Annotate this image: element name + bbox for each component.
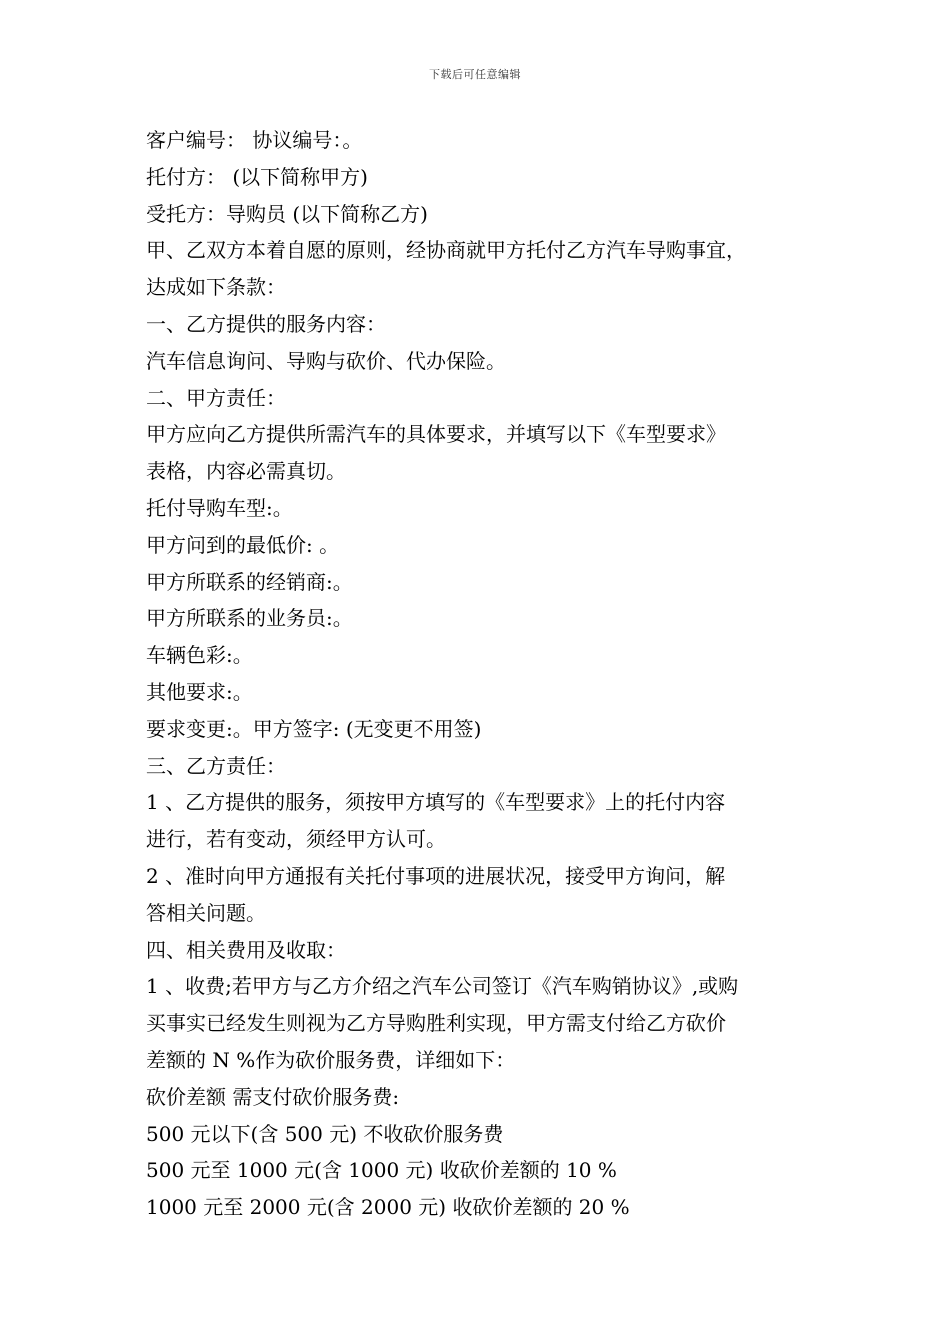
section-2-para-line-2: 表格，内容必需真切。 [146,459,346,484]
field-vehicle-model: 托付导购车型:。 [146,495,293,520]
fee-tier-1: 500 元以下(含 500 元) 不收砍价服务费 [146,1121,504,1146]
fee-tier-2: 500 元至 1000 元(含 1000 元) 收砍价差额的 10 % [146,1158,617,1183]
section-3-item-1-line-1: 1 、乙方提供的服务，须按甲方填写的《车型要求》上的托付内容 [146,790,726,815]
document-body [146,122,826,1226]
agent-party-line: 受托方：导购员 (以下简称乙方) [146,201,428,226]
section-1-content: 汽车信息询问、导购与砍价、代办保险。 [146,348,506,373]
section-4-item-1-line-1: 1 、收费;若甲方与乙方介绍之汽车公司签订《汽车购销协议》,或购 [146,974,739,999]
fee-tier-3: 1000 元至 2000 元(含 2000 元) 收砍价差额的 20 % [146,1195,630,1220]
section-2-heading: 二、甲方责任： [146,385,286,410]
customer-number-line: 客户编号： 协议编号：。 [146,128,363,152]
section-2-para-line-1: 甲方应向乙方提供所需汽车的具体要求，并填写以下《车型要求》 [146,422,726,447]
client-party-line: 托付方： (以下简称甲方) [146,164,368,189]
section-3-item-2-line-1: 2 、准时向甲方通报有关托付事项的进展状况，接受甲方询问，解 [146,863,726,888]
section-3-heading: 三、乙方责任： [146,753,286,778]
section-4-item-1-line-3: 差额的 N %作为砍价服务费，详细如下： [146,1047,516,1072]
section-1-heading: 一、乙方提供的服务内容： [146,311,386,336]
field-lowest-price: 甲方问到的最低价: 。 [146,532,340,557]
section-4-item-1-line-2: 买事实已经发生则视为乙方导购胜利实现，甲方需支付给乙方砍价 [146,1011,726,1036]
section-4-heading: 四、相关费用及收取： [146,937,346,962]
field-salesperson: 甲方所联系的业务员:。 [146,606,353,631]
field-vehicle-color: 车辆色彩:。 [146,643,253,668]
fee-table-header: 砍价差额 需支付砍价服务费: [146,1084,400,1109]
section-3-item-1-line-2: 进行，若有变动，须经甲方认可。 [146,827,446,852]
field-requirement-change: 要求变更:。甲方签字: (无变更不用签) [146,716,482,741]
field-dealer: 甲方所联系的经销商:。 [146,569,353,594]
page-header: 下载后可任意编辑 [429,68,521,81]
section-3-item-2-line-2: 答相关问题。 [146,900,266,925]
preamble-line-2: 达成如下条款： [146,275,286,300]
field-other-requirements: 其他要求:。 [146,679,253,704]
preamble-line-1: 甲、乙双方本着自愿的原则，经协商就甲方托付乙方汽车导购事宜， [146,238,746,263]
